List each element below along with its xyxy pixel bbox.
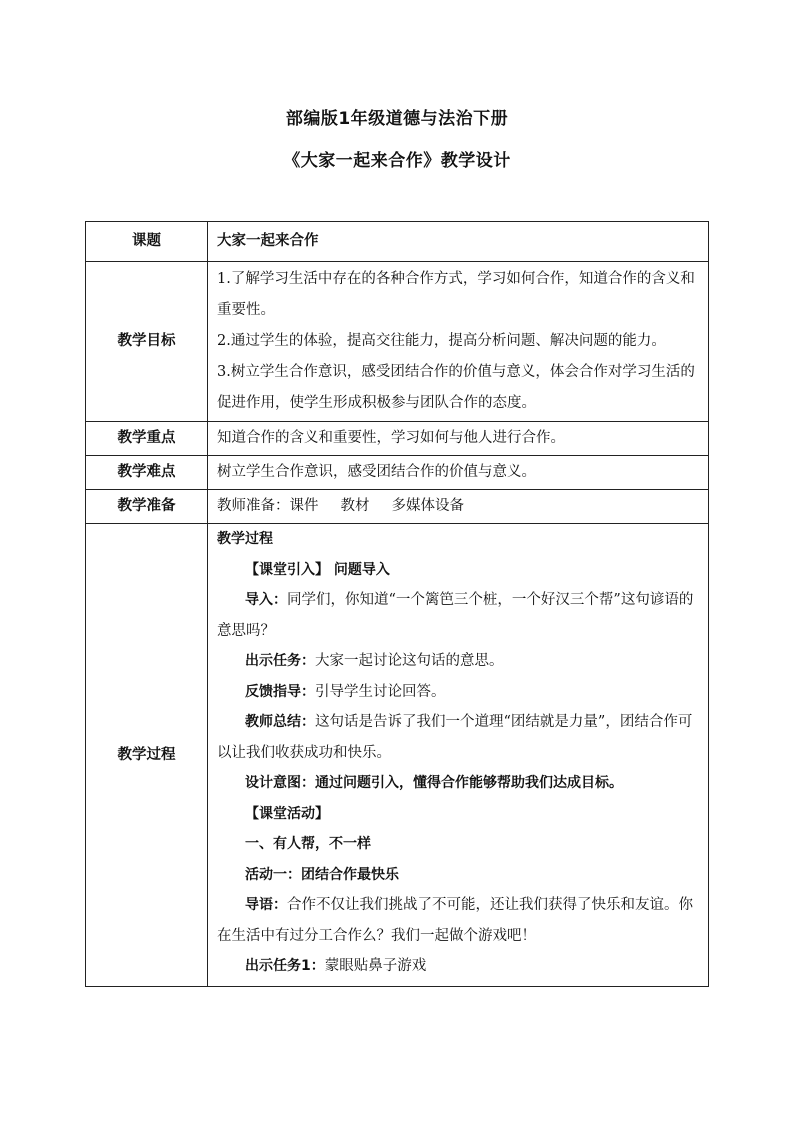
document-subtitle: 《大家一起来合作》教学设计: [283, 151, 511, 171]
activity-one-heading: 活动一：团结合作最快乐: [245, 866, 399, 883]
task1-paragraph: [217, 951, 702, 982]
guide-label: 导语：: [245, 897, 287, 913]
objectives-cell: [208, 262, 709, 422]
preparation-label: 教学准备: [86, 490, 208, 524]
task1-text: 蒙眼贴鼻子游戏: [324, 958, 427, 974]
table-row-topic: [86, 222, 709, 262]
topic-value: 大家一起来合作: [208, 222, 709, 262]
document-title: 部编版1年级道德与法治下册: [285, 109, 509, 129]
feedback-paragraph: [217, 677, 702, 708]
design-intent: 设计意图：通过问题引入，懂得合作能够帮助我们达成目标。: [245, 775, 623, 791]
key-points-label: 教学重点: [86, 422, 208, 456]
table-row-objectives: [86, 262, 709, 422]
preparation-item-multimedia: 多媒体设备: [391, 498, 464, 514]
table-row-preparation: [86, 490, 709, 524]
activity-section-heading: 【课堂活动】: [245, 805, 329, 822]
difficulties-value: 树立学生合作意识，感受团结合作的价值与意义。: [208, 456, 709, 490]
objective-item-3: 3.树立学生合作意识，感受团结合作的价值与意义，体会合作对学习生活的促进作用，使学生形成积极参与团队合作的态度。: [217, 364, 695, 411]
summary-text: 这句话是告诉了我们一个道理“团结就是力量”，团结合作可以让我们收获成功和快乐。: [217, 714, 693, 761]
feedback-label: 反馈指导：: [245, 683, 315, 700]
process-cell: [208, 524, 709, 987]
topic-label: 课题: [86, 222, 208, 262]
task-label: 出示任务：: [245, 653, 315, 669]
intro-label: 导入：: [245, 592, 287, 608]
summary-label: 教师总结：: [245, 714, 315, 730]
part-one-heading: 一、有人帮，不一样: [245, 836, 371, 852]
objective-item-2: 2.通过学生的体验，提高交往能力，提高分析问题、解决问题的能力。: [217, 333, 666, 349]
objective-item-1: 1.了解学习生活中存在的各种合作方式，学习如何合作，知道合作的含义和重要性。: [217, 271, 695, 318]
preparation-value: [208, 490, 709, 524]
table-row-difficulties: [86, 456, 709, 490]
process-heading: 教学过程: [217, 531, 273, 547]
task-text: 大家一起讨论这句话的意思。: [315, 653, 504, 669]
intro-section-heading: 【课堂引入】 问题导入: [245, 561, 390, 578]
guide-paragraph: [217, 890, 702, 951]
objectives-label: 教学目标: [86, 262, 208, 422]
task-paragraph: [217, 646, 702, 677]
table-row-process: [86, 524, 709, 987]
key-points-value: 知道合作的含义和重要性，学习如何与他人进行合作。: [208, 422, 709, 456]
feedback-text: 引导学生讨论回答。: [315, 683, 446, 700]
process-label: 教学过程: [86, 524, 208, 987]
table-row-key-points: [86, 422, 709, 456]
lesson-plan-table: [85, 221, 709, 987]
preparation-prefix: 教师准备：课件: [217, 498, 319, 514]
difficulties-label: 教学难点: [86, 456, 208, 490]
preparation-item-textbook: 教材: [340, 498, 370, 514]
intro-paragraph: [217, 585, 702, 646]
intro-text: 同学们，你知道“一个篱笆三个桩，一个好汉三个帮”这句谚语的意思吗？: [217, 592, 694, 639]
task1-label: 出示任务1：: [245, 958, 325, 974]
summary-paragraph: [217, 707, 702, 768]
guide-text: 合作不仅让我们挑战了不可能，还让我们获得了快乐和友谊。你在生活中有过分工合作么？我们一起做个游戏吧！: [217, 897, 693, 944]
